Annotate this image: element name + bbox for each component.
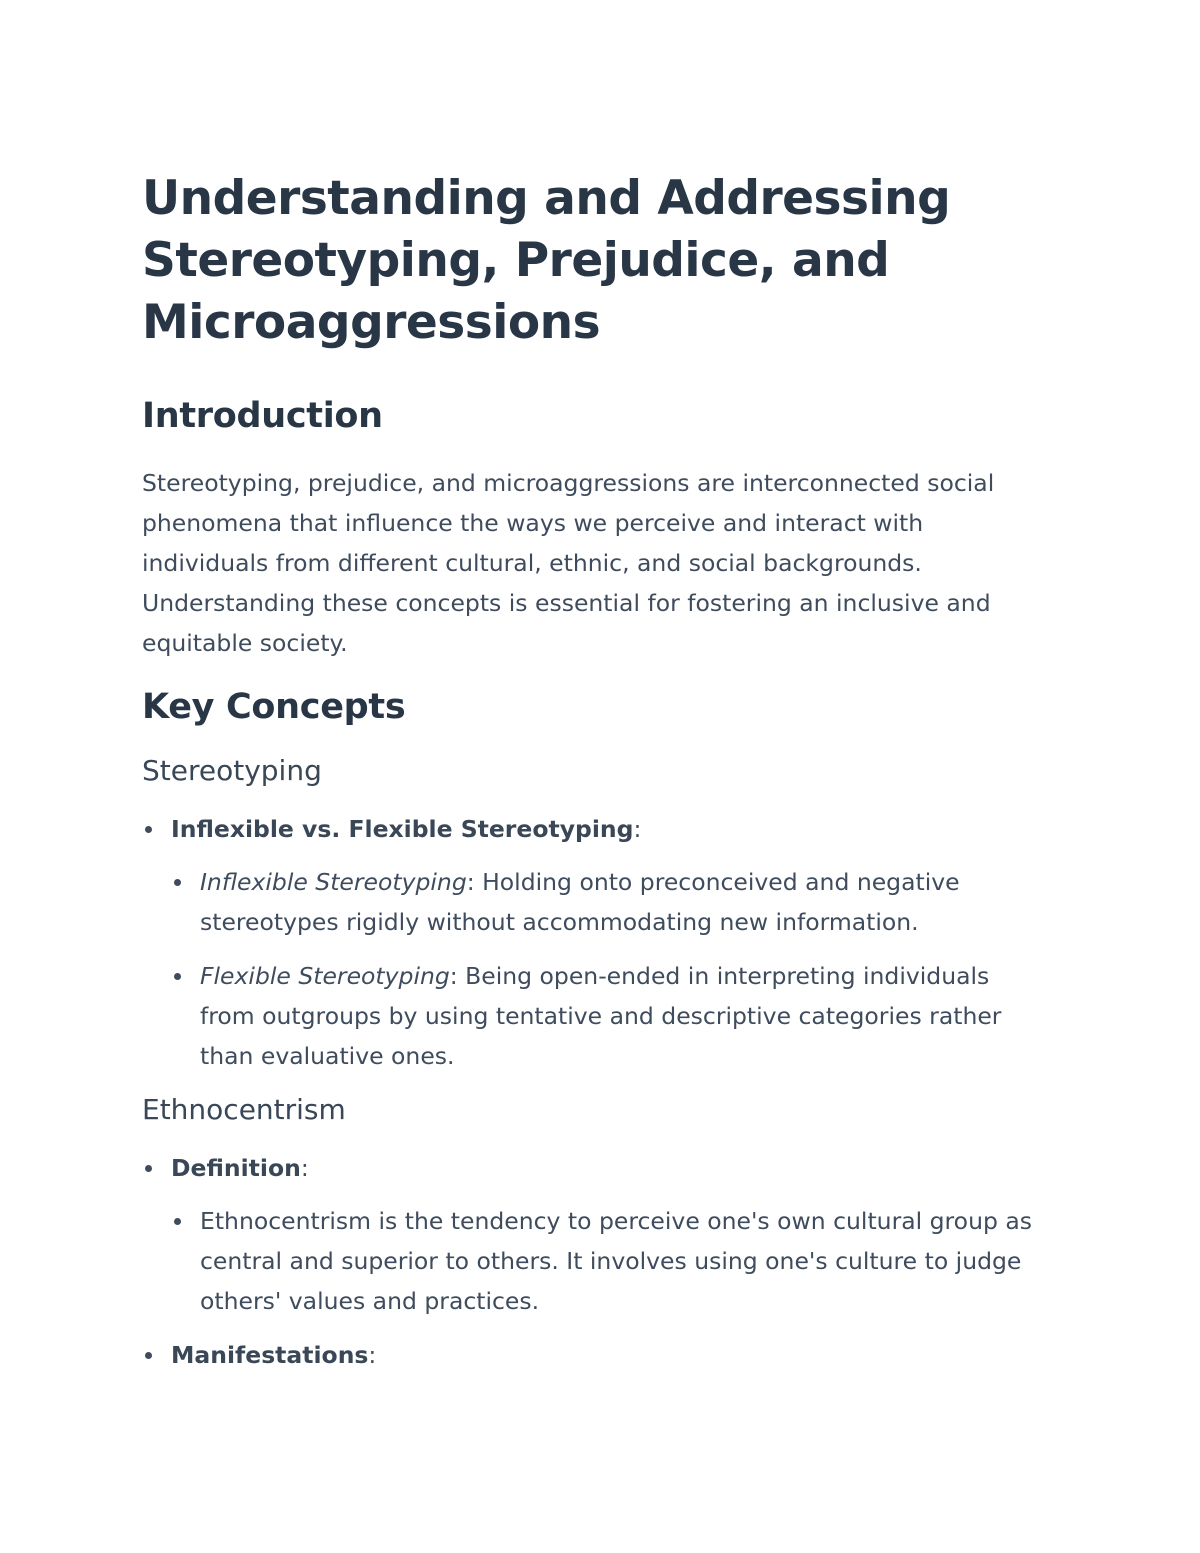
list-item-text: : Being open-ended in interpreting individuals from outgroups by using tentative and descriptive categories rather than evaluative ones. [200,962,1002,1070]
bullet-icon [174,1218,181,1225]
list-item-term: Flexible Stereotyping [200,962,450,990]
list-item-label: Manifestations [171,1341,369,1369]
list-item-colon: : [368,1341,377,1369]
introduction-paragraph: Stereotyping, prejudice, and microaggressions are interconnected social phenomena that influence the ways we perceive and interact with individuals from different cultural, ethnic, and social backgrounds. Understanding these concepts is essential for fostering an inclusive and equitable society. [142,469,995,657]
sub-list [171,1201,1042,1321]
list-item [171,862,1042,942]
stereotyping-heading: Stereotyping [142,754,322,787]
bullet-icon [174,973,181,980]
list-item [171,1201,1042,1321]
bullet-icon [145,1165,152,1172]
list-item-colon: : [300,1154,309,1182]
bullet-icon [145,1352,152,1359]
bullet-icon [145,826,152,833]
document-page [142,168,1042,1375]
list-item-label: Definition [171,1154,301,1182]
list-item [142,1335,1042,1375]
list-item [142,1148,1042,1321]
list-item [142,809,1042,1076]
sub-list [171,862,1042,1076]
list-item-label: Inflexible vs. Flexible Stereotyping [171,815,634,843]
list-item-colon: : [633,815,642,843]
stereotyping-list [142,809,1042,1076]
ethnocentrism-heading: Ethnocentrism [142,1093,346,1126]
list-item [171,956,1042,1076]
bullet-icon [174,879,181,886]
key-concepts-heading: Key Concepts [142,687,406,727]
document-title: Understanding and Addressing Stereotyping, Prejudice, and Microaggressions [142,171,951,350]
list-item-text: : Holding onto preconceived and negative stereotypes rigidly without accommodating new information. [200,868,960,936]
ethnocentrism-list [142,1148,1042,1375]
list-item-term: Inflexible Stereotyping [200,868,467,896]
introduction-heading: Introduction [142,396,383,436]
list-item-text: Ethnocentrism is the tendency to perceive one's own cultural group as central and superior to others. It involves using one's culture to judge others' values and practices. [200,1207,1032,1315]
